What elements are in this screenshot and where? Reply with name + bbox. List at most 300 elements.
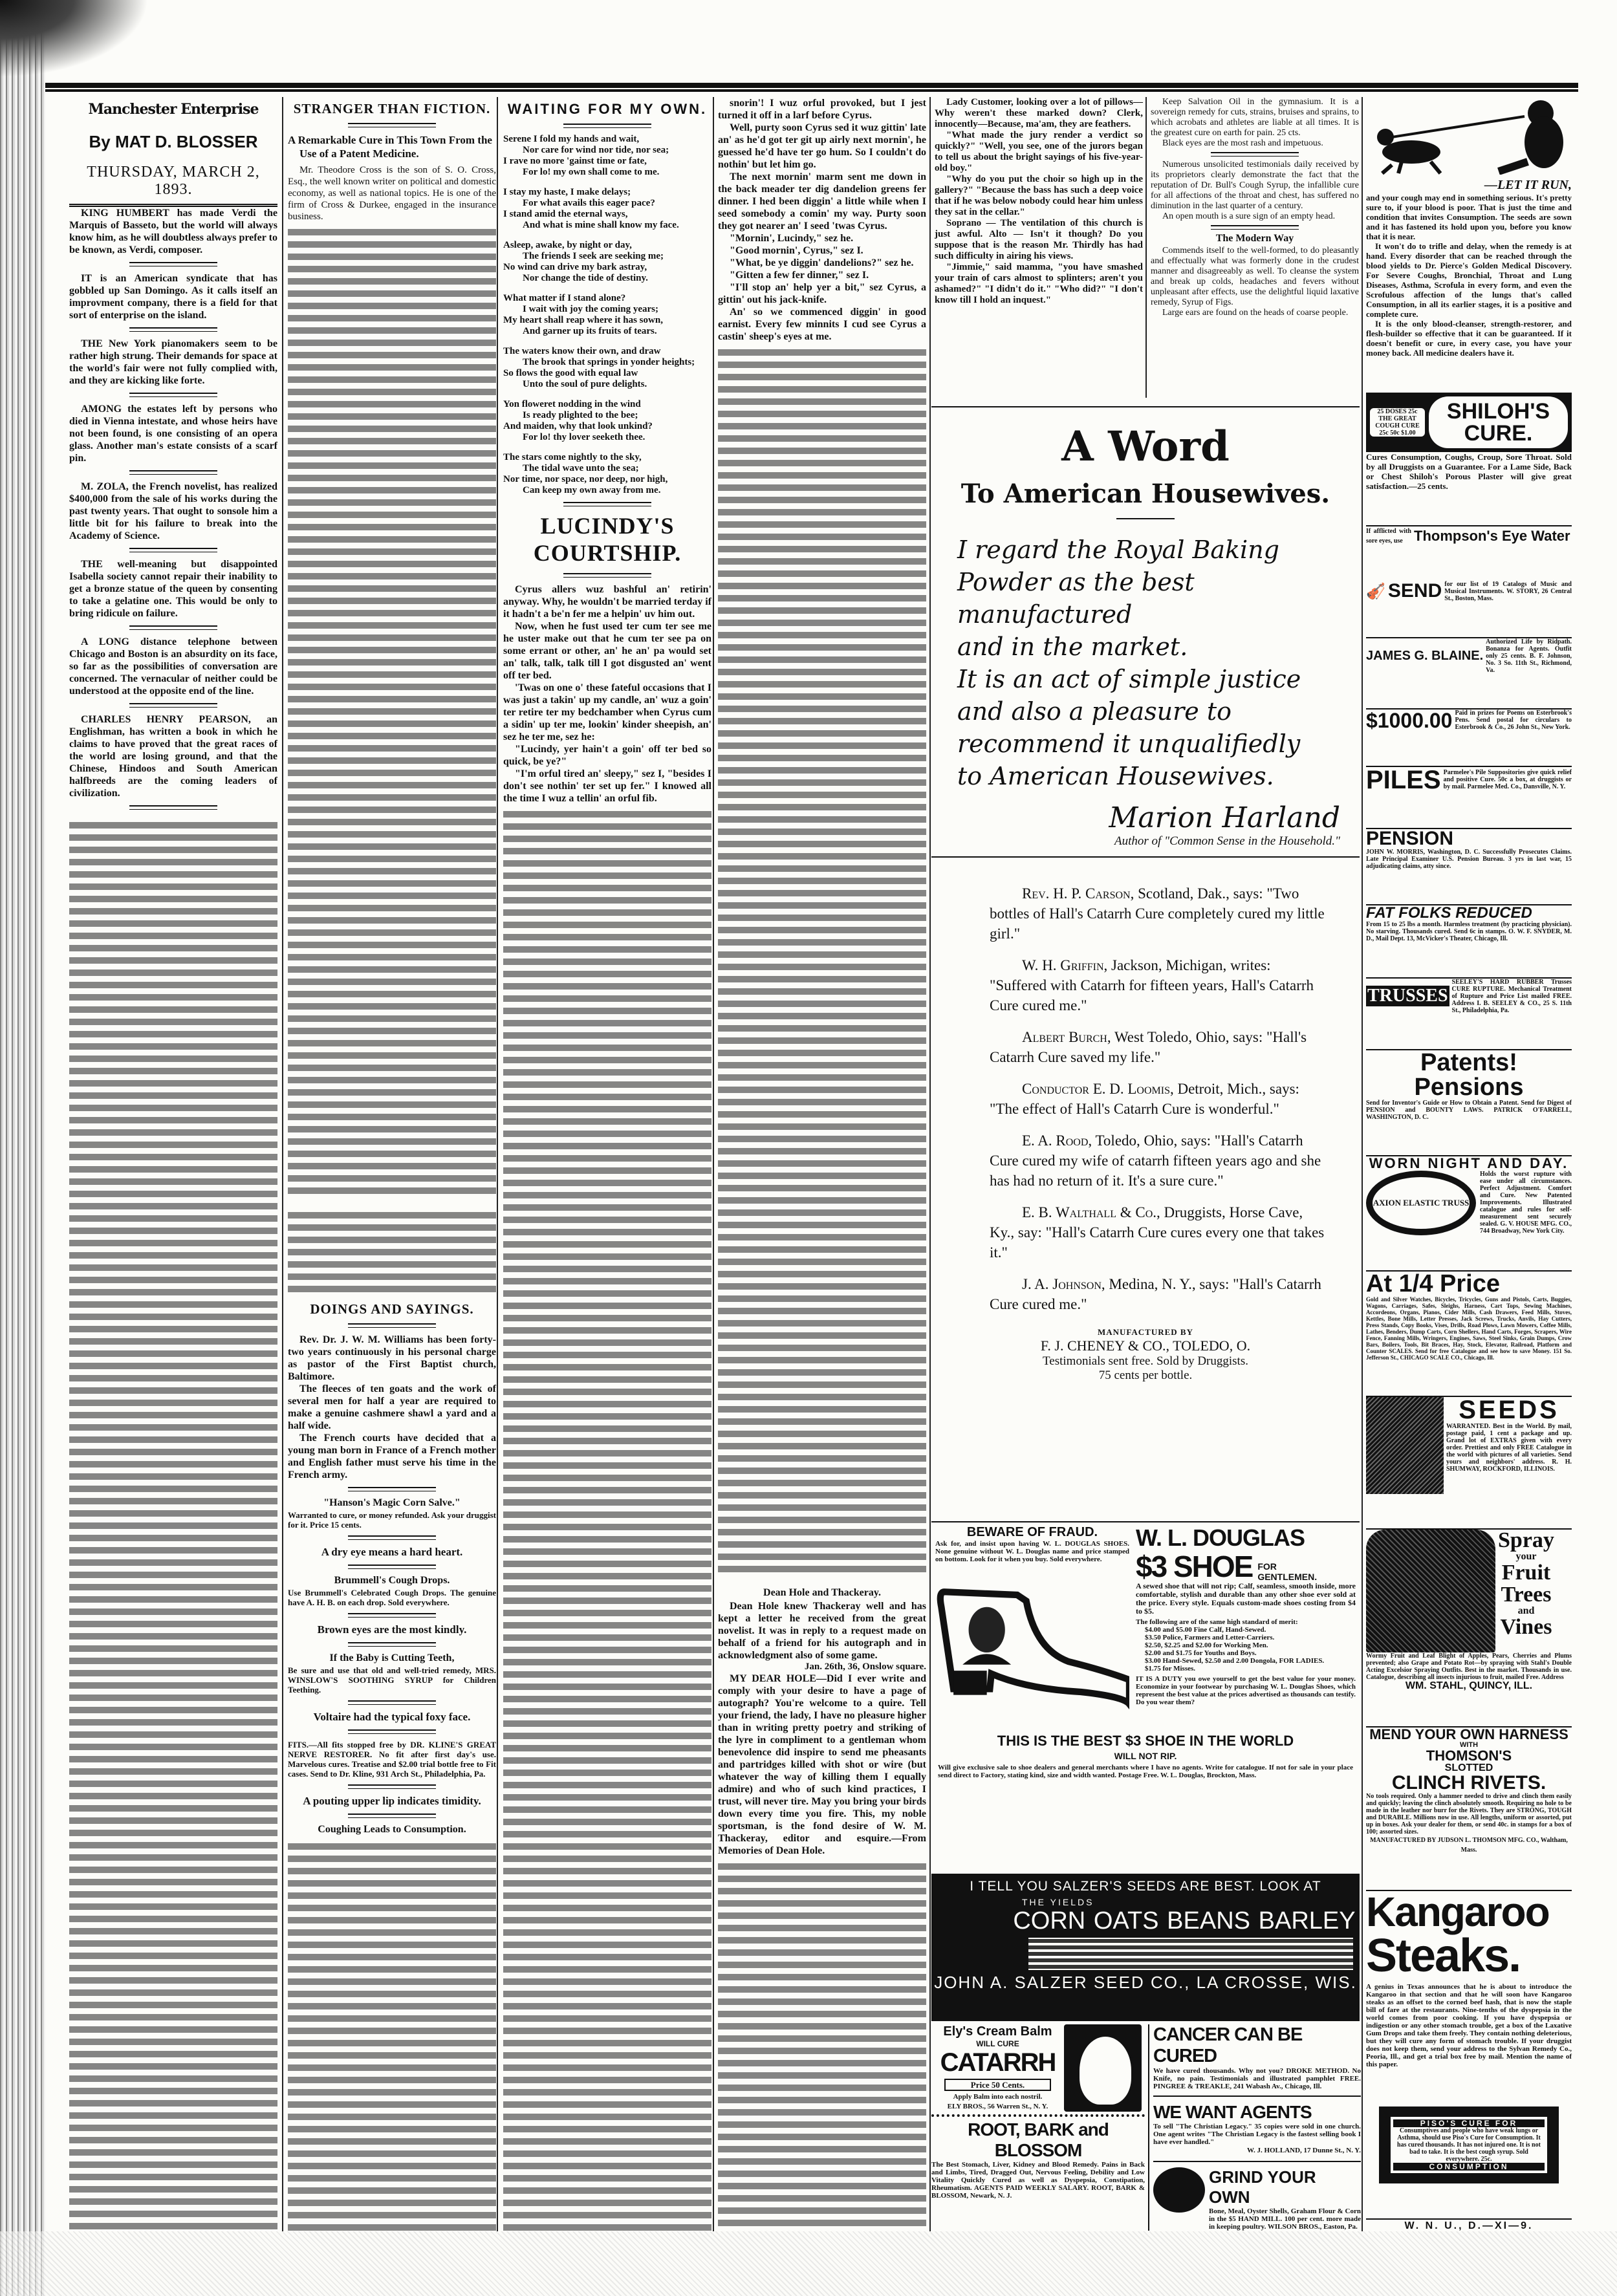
fat-folks-text: From 15 to 25 lbs a month. Harmless treatment (by practicing physician). No starving. Thousands cured. Send 6c in stamps. O. W. F. SNYDER, M. D., Mail Dept. 13, McVicker's Theater, Chicago, Ill. [1366, 921, 1572, 943]
product-line [1136, 1551, 1356, 1582]
blaine-ad [1366, 637, 1572, 674]
wnu-code: W. N. U., D.—XI—9. [1366, 2218, 1572, 2231]
eye-water-ad [1366, 525, 1572, 546]
notice-heading: Coughing Leads to Consumption. [318, 1824, 466, 1835]
section-heading: STRANGER THAN FICTION. [293, 101, 491, 116]
verse-line: What matter if I stand alone? [503, 293, 626, 303]
boot-illustration-icon [935, 1567, 1129, 1729]
column-5-jokes [935, 97, 1143, 306]
ely-and-root-bark-ads [931, 2024, 1145, 2200]
elastic-truss-ad [1366, 1155, 1572, 1235]
salzer-fine-print-lines [1028, 1938, 1353, 1970]
issue-date: THURSDAY, MARCH 2, 1893. [87, 164, 260, 198]
spray-word: Vines [1500, 1615, 1552, 1640]
paragraph: CHARLES HENRY PEARSON, an Englishman, has written a book in which he claims to have proved that the great races of the world are losing ground, and that the Chinese, Hindoos and South American halfbreeds are the coming leaders of civilization. [69, 714, 277, 799]
spray-address: WM. STAHL, QUINCY, ILL. [1405, 1680, 1533, 1692]
salzer-seeds-advertisement [931, 1874, 1360, 2021]
testimonial [931, 955, 1360, 1015]
douglas-shoe-advertisement [931, 1521, 1360, 1872]
spray-body [1366, 1530, 1572, 1652]
paragraph: The next mornin' marm sent me down in the back meader ter dig dandelion greens fer dinner. I hed been diggin' a little while when I seed somebody a comin' my way. Purty soon they got nearer an' I seed 'twas Cyrus. [718, 171, 926, 232]
pierce-text: and your cough may end in something serious. It's pretty sure to, if your blood is poor. That is just the time and condition that invites Consumption. The seeds are sown and it has fastened its hold upon you, before you know that it is near. [1366, 193, 1572, 241]
rivets-title: CLINCH RIVETS. [1391, 1771, 1546, 1793]
poem-and-lucindy [503, 97, 711, 805]
cancer-title: CANCER CAN BE CURED [1153, 2024, 1303, 2066]
yields-label: THE YIELDS [1022, 1897, 1094, 1907]
paragraph: An' so we commenced diggin' in good earnist. Every few minnits I cud see Cyrus a castin' sheep's eyes at me. [718, 307, 926, 342]
blaine-text: Authorized Life by Ridpath. Bonanza for Agents. Outfit only 25 cents. B. F. Johnson, No. 3 So. 11th St., Richmond, Va. [1486, 638, 1572, 674]
doings-and-sayings [288, 1297, 496, 1837]
paragraph: Numerous unsolicited testimonials daily received by its proprietors clearly demonstrate the fact that the reputation of Dr. Bull's Cough Syrup, the infallible cure for all affections of the throat and chest, has suffered no diminution in the last quarter of a century. [1151, 160, 1359, 211]
will-not-rip: WILL NOT RIP. [1114, 1751, 1177, 1761]
author-credit: Author of "Common Sense in the Household." [1114, 834, 1340, 848]
testimonial [931, 1079, 1360, 1119]
truss-illustration-icon: AXION ELASTIC TRUSS [1366, 1171, 1476, 1235]
paragraph: Lady Customer, looking over a lot of pillows—Why weren't these marked down? Clerk, innocently—Because, ma'am, they are feathers. [935, 97, 1143, 129]
testimonial [931, 1027, 1360, 1067]
testimonial-quote: , Druggists, Horse Cave, Ky., say: "Hall's Catarrh Cure cures every one that takes it." [990, 1204, 1325, 1261]
paragraph: THE well-meaning but disappointed Isabella society cannot repair their inability to get a bronze statue of the queen by consenting to take a gelatine one. This would be only to bring ridicule on failure. [69, 559, 277, 619]
verse-line: Serene I fold my hands and wait, [503, 134, 640, 144]
stanza-break [503, 337, 711, 346]
verse-line: Nor care for wind nor tide, nor sea; [523, 145, 669, 155]
verse-line: Unto the soul of pure delights. [523, 379, 647, 389]
divider [129, 805, 217, 810]
text-line: Powder as the best manufactured [957, 568, 1195, 629]
verse-line: Is ready plighted to the bee; [523, 410, 638, 420]
notice-text: FITS.—All fits stopped free by DR. KLINE'S GREAT NERVE RESTORER. No fit after first day's use. Marvelous cures. Treatise and $2.00 trial bottle free to Fit cases. Send to Dr. Kline, 931 Arch St., Philadelphia, Pa. [288, 1740, 496, 1779]
rivets-maker: MANUFACTURED BY JUDSON L. THOMSON MFG. CO., Waltham, Mass. [1370, 1836, 1568, 1854]
agents-text: To sell "The Christian Legacy." 35 copies were sold in one church. One agent writes "The Christian Legacy is the fastest selling book I have ever handled." [1153, 2123, 1361, 2146]
verse-line: No wind can drive my bark astray, [503, 262, 647, 272]
quarter-price-title: At 1/4 Price [1366, 1270, 1500, 1297]
short-item: Voltaire had the typical foxy face. [313, 1711, 471, 1723]
divider [348, 1565, 435, 1569]
paragraph: KING HUMBERT has made Verdi the Marquis of Basseto, but the world will always know him, as he will doubtless always prefer to be known, as Verdi, composer. [69, 208, 277, 255]
patents-title: Patents! Pensions [1414, 1048, 1524, 1101]
spray-word: Fruit [1501, 1561, 1551, 1585]
verse-line: And maiden, why that look unkind? [503, 421, 653, 431]
piles-text: Parmelee's Pile Suppositories give quick relief and positive Cure. 50c a box, at druggists or by mail. Parmelee Med. Co., Dansville, N. Y. [1443, 769, 1572, 791]
crop-beans: BEANS [1167, 1907, 1250, 1934]
notice-heading: Brummell's Cough Drops. [334, 1575, 450, 1586]
paragraph: Keep Salvation Oil in the gymnasium. It is a sovereign remedy for cuts, strains, bruises and sprains, to which acrobats and athletes are liable at all times. It is the greatest cure on earth for pain. 25 cts. [1151, 97, 1359, 138]
blaine-title: JAMES G. BLAINE. [1366, 649, 1484, 664]
verse-line: I stand amid the eternal ways, [503, 209, 628, 219]
column-2-bottom [288, 1209, 496, 2231]
pension-text: JOHN W. MORRIS, Washington, D. C. Successfully Prosecutes Claims. Late Principal Examiner U.S. Pension Bureau. 3 yrs in last war, 15 adjudicating claims, atty since. [1366, 848, 1572, 870]
verse-line: The friends I seek are seeking me; [523, 251, 664, 261]
truss-body [1366, 1171, 1572, 1235]
grind-text: Bone, Meal, Oyster Shells, Graham Flour & Corn in the $5 HAND MILL. 100 per cent. more made in keeping poultry. WILSON BROS., Easton, Pa. [1209, 2207, 1361, 2231]
product-description: A sewed shoe that will not rip; Calf, seamless, smooth inside, more comfortable, stylish and durable than any other shoe ever sold at the price. Every style. Equals custom-made shoes costing from $4 to $5. [1136, 1581, 1356, 1616]
shiloh-banner [1366, 393, 1572, 452]
douglas-main [931, 1522, 1360, 1729]
patents-ad [1366, 1049, 1572, 1121]
verse-line: The waters know their own, and draw [503, 346, 661, 356]
stanza-break [503, 178, 711, 187]
signature: Marion Harland [1109, 801, 1340, 834]
verse-line: I rave no more 'gainst time or fate, [503, 156, 647, 166]
divider [1211, 152, 1298, 157]
column-rule [929, 97, 931, 2231]
text-line: $2.00 and $1.75 for Youths and Boys. [1145, 1649, 1257, 1657]
divider [348, 123, 435, 127]
pierce-text: It is the only blood-cleanser, strength-restorer, and flesh-builder so effective that it can be guaranteed. If it doesn't benefit or cure, in every case, you have your money back. All medicine dealers have it. [1366, 319, 1572, 358]
shiloh-title: SHILOH'S CURE. [1429, 396, 1568, 448]
crop-corn: CORN [1013, 1907, 1086, 1934]
spray-words [1498, 1530, 1554, 1652]
testimonial-quote: , Jackson, Michigan, writes: "Suffered with Catarrh for fifteen years, Hall's Catarrh Cure cured me." [990, 957, 1314, 1013]
piso-title: PISO'S CURE FOR [1393, 2119, 1545, 2127]
divider [1153, 2161, 1361, 2162]
text-line: $2.50, $2.25 and $2.00 for Working Men. [1145, 1641, 1268, 1649]
text-line: It is an act of simple justice [957, 665, 1301, 693]
trusses-text: SEELEY'S HARD RUBBER Trusses CURE RUPTURE. Mechanical Treatment of Rupture and Price List mailed FREE. Address I. B. SEELEY & CO., 25 S. 11th St., Philadelphia, Pa. [1451, 978, 1572, 1014]
cancer-agents-grind-ads [1148, 2024, 1361, 2231]
divider [348, 1613, 435, 1618]
verse-line: Nor time, nor space, nor deep, nor high, [503, 474, 668, 484]
crop-oats: OATS [1093, 1907, 1159, 1934]
divider [348, 1642, 435, 1647]
spray-word: Spray [1498, 1528, 1554, 1553]
sales-note: Testimonials sent free. Sold by Druggists. [1043, 1354, 1248, 1368]
column-rule [282, 97, 283, 2231]
page-top-rule [45, 83, 1578, 89]
text-line: $3.50 Police, Farmers and Letter-Carriers. [1145, 1634, 1275, 1641]
short-item: A dry eye means a hard heart. [321, 1546, 463, 1558]
verse-line: Can keep my own away from me. [523, 485, 661, 495]
verse-line: And what is mine shall know my face. [523, 220, 679, 230]
text-line: and in the market. [957, 633, 1188, 661]
paragraph: "Gitten a few fer dinner," sez I. [730, 270, 869, 281]
seeds-text: WARRANTED. Best in the World. By mail, postage paid, 1 cent a package and up. Grand lot of EXTRAS given with every order. Prettiest and only FREE Catalogue in the world with pictures of all varieties. Send yours and neighbors' address. R. H. SHUMWAY, ROCKFORD, ILLINOIS. [1446, 1422, 1572, 1473]
verse-line: For lo! thy lover seeketh thee. [523, 432, 646, 442]
eye-water-pre: If afflicted with sore eyes, use [1366, 528, 1411, 545]
divider [563, 573, 651, 578]
column-rule [1362, 97, 1363, 2231]
divider [931, 856, 1360, 858]
column-1-articles [69, 207, 277, 816]
shumway-seeds-ad [1366, 1396, 1572, 1494]
stahl-spray-ad [1366, 1528, 1572, 1691]
stanza-break [503, 390, 711, 399]
paragraph: "Good mornin', Cyrus," sez I. [730, 245, 863, 256]
price: 75 cents per bottle. [1098, 1369, 1193, 1382]
divider [348, 1700, 435, 1705]
divider [129, 625, 217, 630]
column-rule [1145, 97, 1147, 398]
dateline: Jan. 26th, 36, Onslow square. [804, 1662, 926, 1672]
divider [129, 393, 217, 397]
verse-line: And garner up its fruits of tears. [523, 326, 657, 336]
verse-line: The stars come nightly to the sky, [503, 452, 642, 462]
column-3 [503, 97, 711, 2231]
notice-heading: Dean Hole and Thackeray. [763, 1587, 881, 1598]
testimonial-quote: , Detroit, Mich., says: "The effect of Hall's Catarrh Cure is wonderful." [990, 1081, 1299, 1117]
notice-heading: "Hanson's Magic Corn Salve." [323, 1497, 461, 1508]
testimonial-quote: , West Toledo, Ohio, says: "Hall's Catarrh Cure saved my life." [990, 1029, 1307, 1065]
testimonial-quote: , Toledo, Ohio, says: "Hall's Catarrh Cure cured my wife of catarrh fifteen years ago and she has had no return of it. It's a sure cure." [990, 1132, 1321, 1189]
verse-line: So flows the good with equal law [503, 368, 638, 378]
shiloh-text: Cures Consumption, Coughs, Croup, Sore Throat. Sold by all Druggists on a Guarantee. For a Lame Side, Back or Chest Shiloh's Porous Plaster will give great satisfaction.—25 cents. [1366, 451, 1572, 491]
divider [348, 1784, 435, 1789]
piles-title: PILES [1366, 765, 1441, 794]
worn-title: WORN NIGHT AND DAY. [1369, 1155, 1569, 1172]
testimonial-quote: , Scotland, Dak., says: "Two bottles of Hall's Catarrh Cure completely cured my little girl." [990, 885, 1325, 942]
divider [348, 1729, 435, 1734]
piso-bottom: CONSUMPTION [1393, 2163, 1545, 2171]
divider [563, 124, 651, 128]
paragraph: The French courts have decided that a young man born in France of a French mother and English father must serve his time in the French army. [288, 1433, 496, 1480]
crop-barley: BARLEY [1258, 1907, 1356, 1934]
cancer-text: We have cured thousands. Why not you? DROKE METHOD. No Knife, no pain. Testimonials and illustrated pamphlet FREE. PINGREE & TREAKLE, 241 Wabash Av., Chicago, Ill. [1153, 2067, 1361, 2090]
send-title: SEND [1387, 580, 1442, 602]
ely-price: Price 50 Cents. [944, 2079, 1051, 2091]
verse-line: For lo! my own shall come to me. [523, 167, 660, 177]
text-line: $4.00 and $5.00 Fine Calf, Hand-Sewed. [1145, 1626, 1266, 1634]
verse-line: I wait with joy the coming years; [523, 304, 658, 314]
paragraph: "Jimmie," said mamma, "you have smashed your train of cars almost to splinters; aren't you ashamed?" "I didn't do it." "Who did?" "I don't know till I hold an inquest." [935, 262, 1143, 305]
piso-ad [1379, 2106, 1559, 2183]
ad-subtitle: To American Housewives. [960, 479, 1330, 509]
ely-title: Ely's Cream Balm [943, 2024, 1052, 2039]
body-text-lines [288, 226, 496, 1197]
body-text-lines [288, 1209, 496, 1294]
jokes [935, 97, 1143, 306]
divider [129, 703, 217, 708]
text-line: recommend it unqualifiedly [957, 730, 1301, 758]
seeds-title: SEEDS [1459, 1395, 1559, 1424]
head-shape [1077, 2034, 1134, 2107]
pension-title: PENSION [1366, 827, 1454, 849]
paragraph: Commends itself to the well-formed, to do pleasantly and effectually what was formerly done in the crudest manner and disagreeably as well. To cleanse the system and break up colds, headaches and fevers without unpleasant after effects, use the delightful liquid laxative remedy, Syrup of Figs. [1151, 246, 1359, 307]
paragraph: Rev. Dr. J. W. M. Williams has been forty-two years continuously in his personal charge as pastor of the First Baptist church, Baltimore. [288, 1334, 496, 1382]
rivets-ad [1366, 1726, 1572, 1855]
divider [129, 548, 217, 552]
text-line: to American Housewives. [957, 762, 1274, 790]
testimonial-name: W. H. Griffin [1022, 957, 1104, 973]
verse-line: Yon floweret nodding in the wind [503, 399, 641, 409]
prize-text: Paid in prizes for Poems on Esterbrook's Pens. Send postal for circulars to Esterbrook & Co., 26 John St., New York. [1455, 709, 1572, 731]
product-name: $3 SHOE [1136, 1550, 1253, 1583]
fat-folks-title: FAT FOLKS REDUCED [1366, 904, 1532, 922]
price-list-intro: The following are of the same high standard of merit: [1136, 1618, 1298, 1626]
thomson-name: THOMSON'S [1426, 1747, 1512, 1764]
paragraph: Well, purty soon Cyrus sed it wuz gittin' late an' as he'd got ter git up airly next mornin', he guessed he'd have ter go hum. So I couldn't do nothin' but let him go. [718, 122, 926, 170]
paragraph: Cyrus allers wuz bashful an' retirin' anyway. Why, he wouldn't be married terday if it hadn't a be'n fer me a helpin' uv him out. [503, 584, 711, 620]
notice-text: Warranted to cure, or money refunded. Ask your druggist for it. Price 15 cents. [288, 1510, 496, 1530]
column-2-top [288, 97, 496, 1197]
grind-title: GRIND YOUR OWN [1209, 2167, 1316, 2207]
kangaroo-title: Kangaroo [1366, 1888, 1549, 1935]
paragraph: Large ears are found on the heads of coarse people. [1162, 308, 1349, 318]
column-1 [69, 97, 277, 2231]
column-7-ads [1366, 97, 1572, 2231]
ad-title: A Word [1061, 422, 1230, 471]
verse-line: My heart shall reap where it has sown, [503, 315, 663, 325]
douglas-footer: Will give exclusive sale to shoe dealers and general merchants where I have no agents. Write for catalogue. If not for sale in your place send direct to Factory, stating kind, size and width wanted. Postage Free. W. L. Douglas, Brockton, Mass. [938, 1764, 1353, 1779]
verse-line: I stay my haste, I make delays; [503, 187, 631, 197]
paragraph: THE New York pianomakers seem to be rather high strung. Their demands for space at the world's fair were not fully complied with, and they are kicking like forte. [69, 338, 277, 386]
testimonial-name: E. A. Rood [1022, 1132, 1089, 1149]
paragraph: "I'm orful tired an' sleepy," sez I, "besides I don't see nothin' ter set up fer." I knowed all the time I wuz a tellin' an orful fib. [503, 768, 711, 804]
crop-list [931, 1907, 1360, 1935]
chicago-scale-ad [1366, 1270, 1572, 1361]
spray-word: and [1517, 1605, 1535, 1617]
agents-signature: W. J. HOLLAND, 17 Dunne St., N. Y. [1246, 2147, 1361, 2154]
verse-line: For what avails this eager pace? [523, 198, 655, 208]
ely-instructions: Apply Balm into each nostril. [953, 2093, 1043, 2101]
verse-line: The tidal wave unto the sea; [523, 463, 639, 473]
poem-title: WAITING FOR MY OWN. [507, 101, 708, 117]
testimonial [931, 883, 1360, 944]
music-catalog-ad [1366, 581, 1572, 602]
paragraph: M. ZOLA, the French novelist, has realized $400,000 from the sale of his works during the past twenty years. That ought to sonsole him a little bit for his failure to break into the Academy of Science. [69, 481, 277, 541]
with-label: WITH [1459, 1740, 1479, 1749]
paragraph: IT is an American syndicate that has gobbled up San Domingo. As it calls itself an improvment company, there is a field for that sort of enterprise on the island. [69, 273, 277, 321]
spray-word: your [1515, 1551, 1537, 1563]
trusses-ad [1366, 977, 1572, 1014]
body-text-lines [288, 1841, 496, 2231]
column-4-bottom [718, 1585, 926, 2231]
divider [129, 262, 217, 266]
section-heading: LUCINDY'S COURTSHIP. [533, 513, 682, 566]
price-list [1136, 1626, 1356, 1673]
ely-address: ELY BROS., 56 Warren St., N. Y. [947, 2103, 1048, 2110]
column-rule [713, 97, 714, 2231]
notice-text: Use Brummell's Celebrated Cough Drops. The genuine have A. H. B. on each drop. Sold everywhere. [288, 1588, 496, 1607]
notice-text: Be sure and use that old and well-tried remedy, MRS. WINSLOW'S SOOTHING SYRUP for Children Teething. [288, 1665, 496, 1695]
violin-icon: 🎻 [1366, 583, 1385, 600]
text-line: I regard the Royal Baking [957, 536, 1280, 564]
douglas-text [1136, 1525, 1356, 1729]
notice-heading: The Modern Way [1215, 233, 1294, 244]
best-shoe-banner: THIS IS THE BEST $3 SHOE IN THE WORLD [997, 1733, 1294, 1749]
column-4-top [718, 97, 926, 1578]
publisher-byline: By MAT D. BLOSSER [89, 132, 258, 151]
verse-line: Nor change the tide of destiny. [523, 273, 648, 283]
paragraph: A LONG distance telephone between Chicago and Boston is an absurdity on its face, so far as the possibilities of conversation are concerned. The vernacular of neither could be understood at the opposite end of the line. [69, 636, 277, 697]
testimonial-quote: , Medina, N. Y., says: "Hall's Catarrh Cure cured me." [990, 1276, 1321, 1312]
paragraph: Now, when he fust used ter cum ter see me he uster make out that he cum ter see pa on some errant or other, an' he an' pa would set an' talk, talk, talk till I got disgusted an' went off ter bed. [503, 621, 711, 681]
divider [348, 1814, 435, 1818]
ely-cream-balm-ad [931, 2024, 1145, 2112]
slotted-label: SLOTTED [1444, 1762, 1493, 1773]
ely-catarrh: CATARRH [940, 2048, 1056, 2077]
spray-text: Wormy Fruit and Leaf Blight of Apples, Pears, Cherries and Plums prevented; also Grape and Potato Rot—by spraying with Stahl's Double Acting Excelsior Spraying Outfits. Best in the market. Thousands in use. Catalogue, describing all insects injurious to fruit, mailed Free. Address [1366, 1652, 1572, 1682]
paragraph: MY DEAR HOLE—Did I ever write and comply with your desire to have a page of autograph? You're welcome to a quire. Tell your friend, the lady, I have no pleasure higher than in writing pretty poetry and striking of the lyre in compliment to a gentleman whom benevolence did inspire to send me pheasants and partridges killed with shot or wire (but whatever the way of killing them I equally admire) and who of such kind practices, I trust, will never tire. May you bring your birds down every time you fire. This, my noble sportsman, is the fond desire of W. M. Thackeray, editor and esquire.—From Memories of Dean Hole. [718, 1673, 926, 1856]
divider [129, 470, 217, 475]
stanza-break [503, 284, 711, 293]
short-item: A pouting upper lip indicates timidity. [303, 1795, 481, 1807]
testimonial-name: Conductor E. D. Loomis [1022, 1081, 1170, 1097]
paragraph: "Mornin', Lucindy," sez he. [730, 233, 854, 244]
mend-title: MEND YOUR OWN HARNESS [1369, 1726, 1568, 1742]
beware-heading: BEWARE OF FRAUD. [966, 1525, 1098, 1539]
body-text-lines [503, 808, 711, 2231]
testimonial [931, 1274, 1360, 1314]
handwritten-endorsement [931, 534, 1360, 792]
scan-corner-shadow [0, 0, 149, 78]
spray-word: Trees [1501, 1583, 1552, 1607]
piles-ad [1366, 766, 1572, 793]
agents-title: WE WANT AGENTS [1153, 2102, 1312, 2122]
newspaper-title: Manchester Enterprise [88, 101, 259, 118]
masthead [69, 97, 277, 207]
prize-title: $1000.00 [1366, 708, 1453, 732]
shiloh-ad [1366, 393, 1572, 491]
let-it-run: —LET IT RUN, [1484, 178, 1572, 192]
pierce-ad [1366, 97, 1572, 358]
trusses-title: TRUSSES [1367, 986, 1448, 1006]
stanza-break [503, 443, 711, 452]
lucindy-continued [718, 97, 926, 343]
salzer-company: JOHN A. SALZER SEED CO., LA CROSSE, WIS. [934, 1973, 1357, 1992]
dog-and-child-illustration-icon [1366, 97, 1572, 175]
pension-ad [1366, 828, 1572, 870]
duty-text: IT IS A DUTY you owe yourself to get the best value for your money. Economize in your footwear by purchasing W. L. Douglas Shoes, which represent the best value at the prices advertised as thousands can testify. Do you wear them? [1136, 1675, 1356, 1706]
paragraph: Black eyes are the most rash and impetuous. [1162, 138, 1323, 148]
paragraph: AMONG the estates left by persons who died in Vienna intestate, and whose heirs have not been found, is one consisting of an opera glass. Another man's estate consists of a scarf pin. [69, 404, 277, 464]
stranger-than-fiction-article [288, 97, 496, 222]
beware-text: Ask for, and insist upon having W. L. DOUGLAS SHOES. None genuine without W. L. Douglas name and price stamped on bottom. Look for it when you buy. Sold everywhere. [935, 1540, 1129, 1563]
dean-hole-article [718, 1585, 926, 1857]
text-line: and also a pleasure to [957, 697, 1232, 726]
piso-text: Consumptives and people who have weak lungs or Asthma, should use Piso's Cure for Consumption. It has cured thousands. It has not injured one. It is not bad to take. It is the best cough syrup. Sold everywhere. 25c. [1397, 2127, 1541, 2163]
divider [931, 2114, 1145, 2117]
divider [348, 1535, 435, 1540]
scan-edge [0, 0, 45, 2296]
divider [1211, 225, 1298, 230]
scan-bottom-noise [0, 2231, 1617, 2296]
paragraph: "What made the jury render a verdict so quickly?" "Well, you see, one of the jurors began to tell us about the bright sayings of his five-year-old boy." [935, 130, 1143, 173]
manufactured-by: MANUFACTURED BY [1097, 1327, 1193, 1337]
royal-halls-advertisement [931, 406, 1360, 1517]
rivets-text: No tools required. Only a hammer needed to drive and clinch them easily and quickly; leaving the clinch absolutely smooth. Requiring no hole to be made in the leather nor burr for the Rivets. They are STRONG, TOUGH and DURABLE. Millions now in use. All lengths, uniform or assorted, put up in boxes. Ask your dealer for them, or send 40c. in stamps for a box of 100; assorted sizes. [1366, 1792, 1572, 1836]
beware-notice [935, 1525, 1129, 1563]
column-rule [497, 97, 498, 2231]
root-bark-blossom-text: The Best Stomach, Liver, Kidney and Blood Remedy. Pains in Back and Limbs, Tired, Dragged Out, Nervous Feeling, Debility and Low Vitality Quickly Cured as well as Dyspepsia, Constipation, Rheumatism. AGENTS PAID WEEKLY SALARY. ROOT, BARK & BLOSSOM, Newark, N. J. [931, 2161, 1145, 2200]
divider [1153, 2096, 1361, 2097]
fat-folks-ad [1366, 904, 1572, 942]
product-audience: FOR GENTLEMEN. [1257, 1561, 1318, 1582]
shiloh-bottle-label: 25 DOSES 25c THE GREAT COUGH CURE 25c 50c $1.00 [1370, 408, 1425, 437]
douglas-left [935, 1525, 1129, 1729]
text-line: $3.00 Hand-Sewed, $2.50 and 2.00 Dongola, FOR LADIES. [1145, 1657, 1325, 1665]
notice-heading: If the Baby is Cutting Teeth, [329, 1652, 455, 1663]
column-6-notes [1151, 97, 1359, 318]
paragraph: snorin'! I wuz orful provoked, but I jest turned it off in a larf before Cyrus. [718, 98, 926, 121]
testimonial-name: J. A. Johnson [1022, 1276, 1102, 1292]
quarter-price-text: Gold and Silver Watches, Bicycles, Tricycles, Guns and Pistols, Carts, Buggies, Wagons, Carriages, Safes, Sleighs, Harness, Cart Tops, Sewing Machines, Accordeons, Organs, Pianos, Cider Mills, Cash Drawers, Feed Mills, Stoves, Kettles, Bone Mills, Letter Presses, Jack Screws, Trucks, Anvils, Hay Cutters, Press Stands, Copy Books, Vises, Drills, Road Plows, Lawn Mowers, Coffee Mills, Lathes, Benders, Dump Carts, Corn Shellers, Hand Carts, Forges, Scrapers, Wire Fence, Fanning Mills, Wringers, Engines, Saws, Steel Sinks, Grain Dumps, Crow Bars, Boilers, Tools, Bit Braces, Hay, Stock, Elevator, Railroad, Platform and Counter SCALES. Send for free Catalogue and see how to save Money. 151 So. Jefferson St., CHICAGO SCALE CO., Chicago, Ill. [1366, 1295, 1572, 1361]
seed-basket-illustration-icon [1366, 1397, 1444, 1494]
root-bark-blossom-title: ROOT, BARK and BLOSSOM [968, 2119, 1109, 2160]
body-text-lines [69, 819, 277, 2231]
verse-line: Asleep, awake, by night or day, [503, 240, 632, 250]
ely-will-cure: WILL CURE [976, 2039, 1019, 2048]
salzer-headline: I TELL YOU SALZER'S SEEDS ARE BEST. LOOK AT [970, 1879, 1321, 1894]
section-heading: DOINGS AND SAYINGS. [310, 1301, 474, 1317]
manufacturer: F. J. CHENEY & CO., TOLEDO, O. [1040, 1338, 1251, 1354]
body-text-lines [718, 1861, 926, 2231]
divider [129, 327, 217, 332]
divider [563, 502, 651, 506]
patents-text: Send for Inventor's Guide or How to Obtain a Patent. Send for Digest of PENSION and BOUNTY LAWS. PATRICK O'FARRELL, WASHINGTON, D. C. [1366, 1099, 1572, 1121]
send-text: for our list of 19 Catalogs of Music and Musical Instruments. W. STORY, 26 Central St., Boston, Mass. [1444, 580, 1572, 602]
divider [1116, 518, 1175, 519]
paragraph: "What, be ye diggin' dandelions?" sez he. [730, 257, 914, 268]
